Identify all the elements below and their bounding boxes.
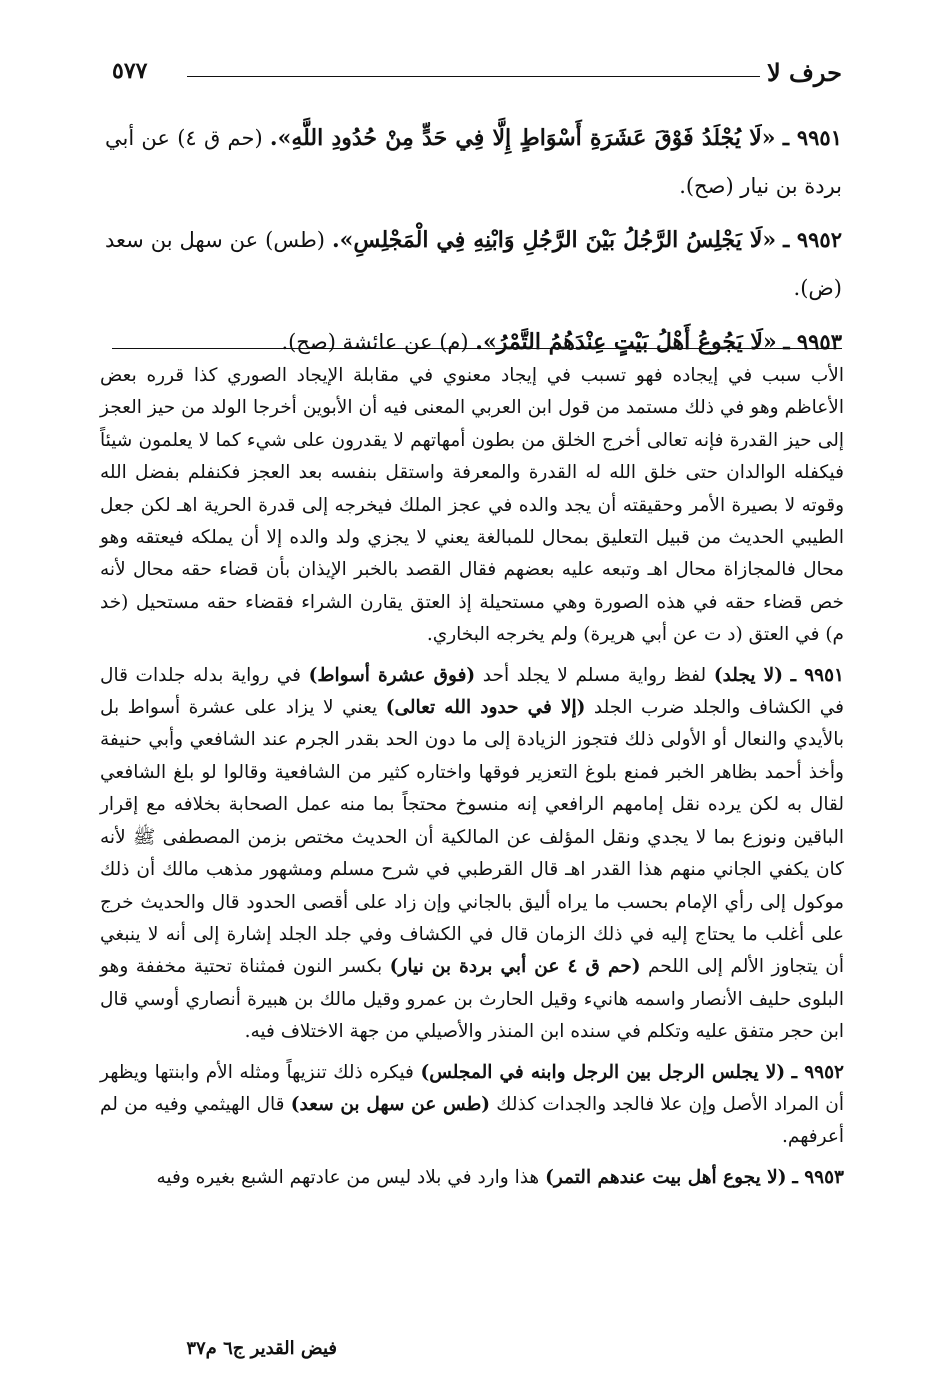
commentary-number: ٩٩٥١ ـ — [790, 664, 844, 686]
commentary-text: هذا وارد في بلاد ليس من عادتهم الشبع بغيره وفيه — [156, 1166, 546, 1188]
page-number: ٥٧٧ — [112, 58, 148, 84]
hadith-text: «لَا يَجْلِسُ الرَّجُلُ بَيْنَ الرَّجُلِ وَابْنِهِ فِي الْمَجْلِسِ». — [331, 227, 777, 253]
commentary-text: فيكره ذلك تنزيهاً ومثله الأم وابنتها ويظهر أن المراد الأصل وإن علا فالجد والجدات كذلك — [100, 1061, 844, 1115]
hadith-9951 — [105, 114, 842, 210]
commentary-section — [100, 360, 844, 1202]
signature-mark: فيض القدير ج٦ م٣٧ — [186, 1338, 337, 1359]
commentary-number: ٩٩٥٢ ـ — [791, 1061, 844, 1083]
quoted-phrase: (فوق عشرة أسواط) — [308, 664, 476, 686]
hadith-text: «لَا يَجُوعُ أَهْلُ بَيْتٍ عِنْدَهُمُ التَّمْرُ». — [475, 329, 777, 355]
hadith-source: (م) عن عائشة (صح). — [281, 330, 469, 354]
hadith-source: (طس) عن سهل بن سعد (ض). — [105, 228, 842, 300]
commentary-text: بكسر النون فمثناة تحتية مخففة وهو البلوى حليف الأنصار واسمه هانيء وقيل الحارث بن عمرو وقيل مالك بن هبيرة أنصاري أوسي قال ابن حجر متفق عليه وتكلم في سنده ابن المنذر والأصيلي من جهة الاختلاف فيه. — [100, 956, 844, 1043]
page-header — [112, 52, 842, 92]
commentary-text: قال الهيثمي وفيه من لم أعرفهم. — [100, 1093, 844, 1148]
hadith-9952 — [105, 216, 842, 312]
quoted-phrase: (لا يجلد) — [713, 664, 783, 686]
hadith-source: (حم ق ٤) عن أبي بردة بن نيار (صح). — [105, 126, 842, 198]
quoted-phrase: (لا يجوع أهل بيت عندهم التمر) — [545, 1166, 787, 1188]
hadith-text: «لَا يُجْلَدُ فَوْقَ عَشَرَةِ أَسْوَاطٍ إِلَّا فِي حَدٍّ مِنْ حُدُودِ اللَّهِ». — [269, 125, 776, 151]
hadith-number: ٩٩٥١ ـ — [782, 125, 842, 150]
hadith-text-section — [105, 114, 842, 372]
quoted-phrase: (لا يجلس الرجل بين الرجل وابنه في المجلس) — [420, 1061, 786, 1083]
header-rule — [187, 76, 760, 77]
commentary-text: في رواية بدله جلدات قال في الكشاف والجلد ضرب الجلد — [100, 664, 844, 719]
chapter-title: حرف لا — [767, 58, 842, 87]
hadith-number: ٩٩٥٢ ـ — [783, 227, 842, 252]
quoted-phrase: (طس عن سهل بن سعد) — [290, 1093, 491, 1115]
commentary-text: يعني لا يزاد على عشرة أسواط بل بالأيدي والنعال أو الأولى ذلك فتجوز الزيادة إلى ما دون الحد بقدر الجرم عند الشافعي وأبي حنيفة وأخذ أحمد بظاهر الخبر فمنع بلوغ التعزير فوقها واختاره كثير من الشافعية وقالوا لو بلغ الشافعي لقال به لكن يرده نقل إمامهم الرافعي إنه منسوخ محتجاً بما منه عمل الصحابة بخلافه مع إقرار الباقين ونوزع بما لا يجدي ونقل المؤلف عن المالكية أن الحديث مختص بزمن المصطفى ﷺ لأنه كان يكفي الجاني منهم هذا القدر اهـ قال القرطبي في شرح مسلم ومشهور مذهب مالك أن ذلك موكول إلى رأي الإمام بحسب ما يراه أليق بالجاني وإن زاد على أقصى الحدود قال والحديث خرج على أغلب ما يحتاج إليه في ذلك الزمان قال في الكشاف وفي جلد الجلد إشارة إلى أنه لا ينبغي أن يتجاوز الألم إلى اللحم — [100, 697, 844, 978]
quoted-phrase: (إلا في حدود الله تعالى) — [385, 697, 586, 719]
commentary-9953 — [100, 1162, 844, 1194]
commentary-9951 — [100, 660, 844, 1049]
quoted-phrase: (حم ق ٤ عن أبي بردة بن نيار) — [389, 956, 641, 978]
section-divider — [112, 348, 842, 349]
commentary-number: ٩٩٥٣ ـ — [792, 1166, 844, 1188]
commentary-text: لفظ رواية مسلم لا يجلد أحد — [475, 664, 714, 686]
commentary-9952 — [100, 1057, 844, 1154]
hadith-9953 — [105, 318, 842, 366]
hadith-number: ٩٩٥٣ ـ — [783, 329, 842, 354]
commentary-intro: الأب سبب في إيجاده فهو تسبب في إيجاد معنوي في مقابلة الإيجاد الصوري كذا قرره بعض الأعاظم وهو في ذلك مستمد من قول ابن العربي المعنى فيه أن الأبوين أخرجا الولد من حيز العجز إلى حيز القدرة فإنه تعالى أخرج الخلق من بطون أمهاتهم لا يقدرون على شيء كما لا يعلمون شيئاً فيكفله الوالدان حتى خلق الله له القدرة والمعرفة واستقل بنفسه بعد العجز فكنفلم بفضل الله وقوته لا بصيرة الأمر وحقيقته أن يجد والده في عجز الملك فيخرجه إلى قدرة الحرية اهـ لكن جعل الطيبي الحديث من قبيل التعليق بمحال للمبالغة يعني لا يجزي ولد والده إلا أن يملكه فيعتقه وهو محال فالمجازاة محال اهـ وتبعه عليه بعضهم فقال القصد بالخبر الإيذان بأن قضاء حقه محال لأنه خص قضاء حقه في هذه الصورة وهي مستحيلة إذ العتق يقارن الشراء فقضاء حقه مستحيل (خد م) في العتق (د ت عن أبي هريرة) ولم يخرجه البخاري. — [100, 365, 844, 646]
